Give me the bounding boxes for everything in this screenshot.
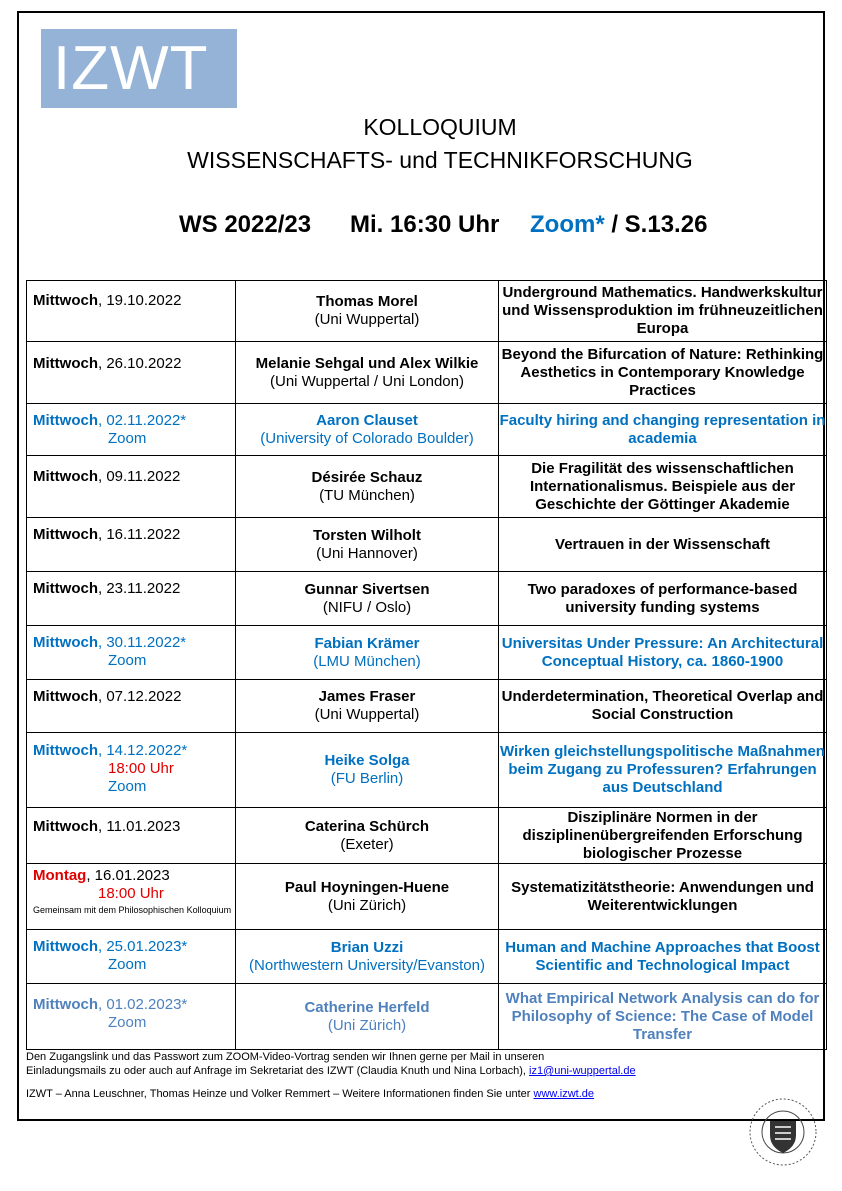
topic-cell: Wirken gleichstellungspolitische Maßnahmen beim Zugang zu Professuren? Erfahrungen aus Deutschland: [499, 733, 827, 808]
topic-cell: Beyond the Bifurcation of Nature: Rethinking Aesthetics in Contemporary Knowledge Practices: [499, 342, 827, 404]
speaker-name: Heike Solga: [324, 752, 410, 769]
date: , 23.11.2022: [98, 580, 181, 597]
day: Montag: [33, 867, 87, 884]
speaker-affiliation: (Uni Wuppertal): [314, 706, 420, 723]
speaker-name: Paul Hoyningen-Huene: [284, 878, 450, 896]
table-row: [27, 518, 827, 572]
topic-cell: What Empirical Network Analysis can do for Philosophy of Science: The Case of Model Transfer: [499, 984, 827, 1050]
topic-cell: Two paradoxes of performance-based university funding systems: [499, 572, 827, 626]
table-row: [27, 984, 827, 1050]
date: , 01.02.2023*: [98, 996, 188, 1013]
table-row: [27, 572, 827, 626]
date: , 09.11.2022: [98, 468, 181, 485]
speaker-cell: [236, 281, 499, 342]
speaker-affiliation: (NIFU / Oslo): [322, 598, 412, 616]
speaker-cell: [236, 518, 499, 572]
date-cell: [27, 984, 236, 1050]
topic-cell: Systematizitätstheorie: Anwendungen und Weiterentwicklungen: [499, 864, 827, 930]
speaker-name: James Fraser: [318, 688, 416, 705]
speaker-cell: [236, 984, 499, 1050]
speaker-cell: [236, 733, 499, 808]
day: Mittwoch: [33, 688, 98, 705]
footer-line-1: Den Zugangslink und das Passwort zum ZOOM-Video-Vortrag senden wir Ihnen gerne per Mail in unseren: [26, 1051, 545, 1063]
speaker-name: Caterina Schürch: [304, 817, 430, 835]
speaker-cell: [236, 864, 499, 930]
speaker-name: Désirée Schauz: [311, 468, 423, 486]
date: , 07.12.2022: [98, 688, 182, 705]
table-row: [27, 342, 827, 404]
date-cell: [27, 281, 236, 342]
speaker-affiliation: (Uni Zürich): [327, 896, 407, 914]
day: Mittwoch: [33, 742, 98, 759]
day: Mittwoch: [33, 355, 98, 372]
table-row: [27, 808, 827, 864]
time-note: 18:00 Uhr: [108, 760, 174, 777]
zoom-label: Zoom: [108, 652, 147, 669]
topic-cell: Die Fragilität des wissenschaftlichen Internationalismus. Beispiele aus der Geschichte der Göttinger Akademie: [499, 456, 827, 518]
date-cell: [27, 733, 236, 808]
speaker-affiliation: (Uni Wuppertal): [314, 311, 420, 328]
title-line-2: WISSENSCHAFTS- und TECHNIKFORSCHUNG: [187, 147, 693, 173]
date: , 25.01.2023*: [98, 938, 188, 955]
footer-line-2: [26, 1064, 786, 1078]
topic-cell: Vertrauen in der Wissenschaft: [499, 518, 827, 572]
topic-cell: Human and Machine Approaches that Boost Scientific and Technological Impact: [499, 930, 827, 984]
speaker-affiliation: (TU München): [319, 486, 415, 504]
speaker-affiliation: (Uni Zürich): [327, 1016, 407, 1034]
date-cell: [27, 808, 236, 864]
table-row: [27, 733, 827, 808]
izwt-logo: IZWT: [41, 29, 237, 108]
date: , 19.10.2022: [98, 292, 182, 309]
table-row: [27, 404, 827, 456]
date-cell: [27, 572, 236, 626]
date: , 11.01.2023: [98, 818, 181, 835]
table-row: [27, 626, 827, 680]
table-row: [27, 864, 827, 930]
speaker-cell: [236, 404, 499, 456]
speaker-name: Gunnar Sivertsen: [304, 580, 430, 598]
title-line-1: KOLLOQUIUM: [363, 114, 517, 140]
time-note: 18:00 Uhr: [98, 885, 164, 902]
table-row: [27, 930, 827, 984]
topic-cell: Disziplinäre Normen in der disziplinenübergreifenden Erforschung biologischer Prozesse: [499, 808, 827, 864]
speaker-affiliation: (University of Colorado Boulder): [260, 429, 474, 447]
session-time: Mi. 16:30 Uhr: [350, 211, 500, 238]
date-cell: [27, 626, 236, 680]
date: , 16.11.2022: [98, 526, 181, 543]
speaker-cell: [236, 626, 499, 680]
footer-credits: [26, 1087, 786, 1101]
day: Mittwoch: [33, 996, 98, 1013]
speaker-cell: [236, 808, 499, 864]
date-cell: [27, 864, 236, 930]
date-cell: [27, 680, 236, 733]
speaker-name: Fabian Krämer: [314, 634, 420, 652]
topic-cell: Universitas Under Pressure: An Architectural Conceptual History, ca. 1860-1900: [499, 626, 827, 680]
speaker-cell: [236, 572, 499, 626]
table-row: [27, 680, 827, 733]
day: Mittwoch: [33, 468, 98, 485]
speaker-name: Brian Uzzi: [330, 938, 404, 956]
topic-cell: Underground Mathematics. Handwerkskultur und Wissensproduktion im frühneuzeitlichen Europa: [499, 281, 827, 342]
zoom-label: Zoom: [108, 778, 147, 795]
speaker-cell: [236, 930, 499, 984]
speaker-affiliation: (Northwestern University/Evanston): [249, 956, 485, 974]
footer-line-2-text: Einladungsmails zu oder auch auf Anfrage im Sekretariat des IZWT (Claudia Knuth und Nina Lorbach),: [26, 1065, 530, 1077]
speaker-name: Aaron Clauset: [316, 411, 418, 429]
topic-cell: Faculty hiring and changing representation in academia: [499, 404, 827, 456]
venue: [530, 209, 707, 241]
schedule-table: [26, 280, 827, 1050]
date-cell: [27, 342, 236, 404]
date: , 30.11.2022*: [98, 634, 187, 651]
website-link[interactable]: www.izwt.de: [533, 1088, 595, 1100]
term: WS 2022/23: [179, 211, 312, 238]
date-cell: [27, 518, 236, 572]
speaker-cell: [236, 456, 499, 518]
email-link[interactable]: iz1@uni-wuppertal.de: [529, 1065, 636, 1077]
date-cell: [27, 930, 236, 984]
zoom-label: Zoom: [108, 1014, 147, 1031]
speaker-affiliation: (Uni Hannover): [316, 544, 418, 562]
day: Mittwoch: [33, 818, 98, 835]
zoom-label: Zoom: [108, 956, 147, 973]
speaker-cell: [236, 342, 499, 404]
date: , 16.01.2023: [86, 867, 170, 884]
topic-cell: Underdetermination, Theoretical Overlap and Social Construction: [499, 680, 827, 733]
day: Mittwoch: [33, 634, 98, 651]
day: Mittwoch: [33, 292, 98, 309]
speaker-name: Catherine Herfeld: [304, 998, 430, 1016]
speaker-name: Torsten Wilholt: [313, 526, 421, 544]
footer-line-3-text: IZWT – Anna Leuschner, Thomas Heinze und Volker Remmert – Weitere Informationen finden Sie unter: [26, 1088, 534, 1100]
date: , 02.11.2022*: [98, 412, 187, 429]
speaker-affiliation: (Uni Wuppertal / Uni London): [270, 372, 464, 390]
venue-zoom: Zoom*: [530, 211, 605, 238]
day: Mittwoch: [33, 938, 98, 955]
day: Mittwoch: [33, 580, 98, 597]
venue-room: / S.13.26: [604, 211, 708, 238]
date-cell: [27, 404, 236, 456]
day: Mittwoch: [33, 412, 98, 429]
speaker-affiliation: (LMU München): [313, 652, 421, 670]
table-row: [27, 281, 827, 342]
speaker-name: Melanie Sehgal und Alex Wilkie: [255, 354, 479, 372]
table-row: [27, 456, 827, 518]
speaker-cell: [236, 680, 499, 733]
joint-note: Gemeinsam mit dem Philosophischen Kolloquium: [33, 905, 232, 915]
day: Mittwoch: [33, 526, 98, 543]
speaker-name: Thomas Morel: [316, 293, 418, 310]
speaker-affiliation: (FU Berlin): [330, 770, 404, 787]
footer-zoom-info: [26, 1050, 786, 1078]
speaker-affiliation: (Exeter): [340, 835, 394, 853]
date: , 14.12.2022*: [98, 742, 188, 759]
zoom-label: Zoom: [108, 430, 147, 447]
date-cell: [27, 456, 236, 518]
date: , 26.10.2022: [98, 355, 182, 372]
university-seal-icon: [748, 1097, 818, 1167]
